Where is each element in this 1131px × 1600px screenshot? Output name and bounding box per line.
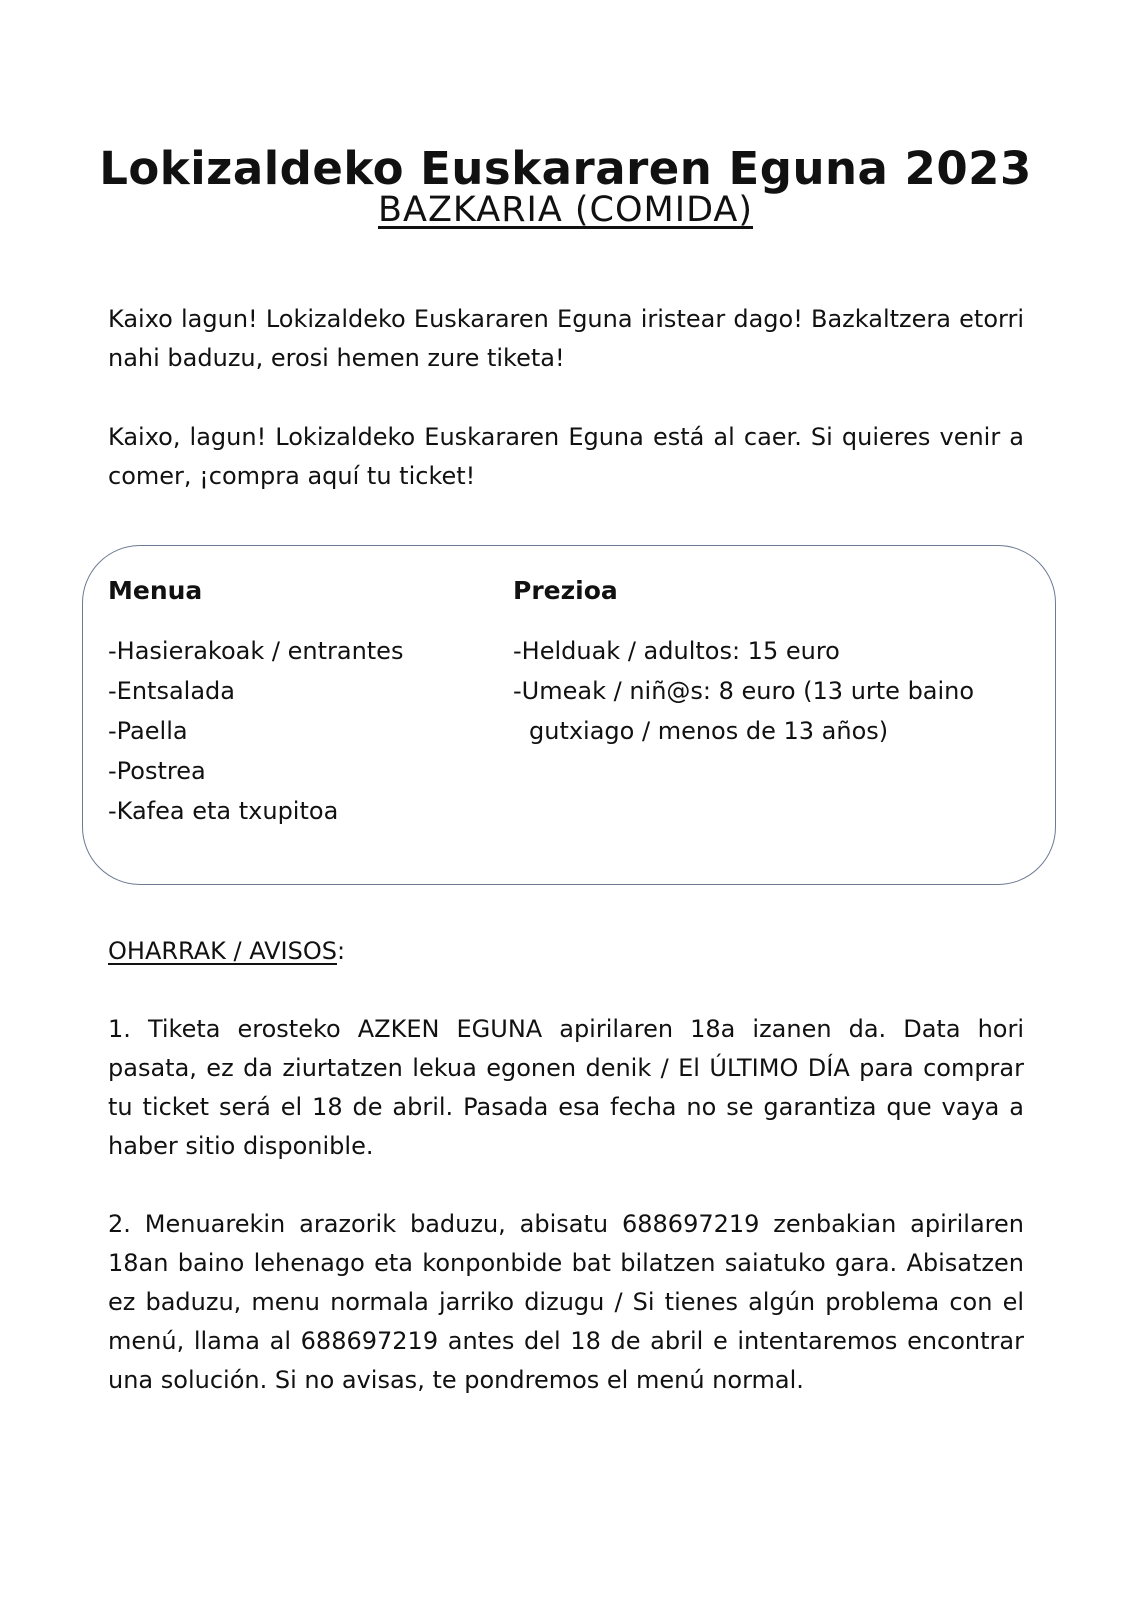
menu-column	[108, 573, 488, 831]
intro-spanish-paragraph: Kaixo, lagun! Lokizaldeko Euskararen Eguna está al caer. Si quieres venir a comer, ¡compra aquí tu ticket!	[108, 423, 1024, 490]
price-item-adults: -Helduak / adultos: 15 euro	[513, 637, 840, 665]
menu-item: -Hasierakoak / entrantes	[108, 637, 404, 665]
menu-price-box	[82, 545, 1056, 885]
menu-item: -Kafea eta txupitoa	[108, 797, 339, 825]
page-title: Lokizaldeko Euskararen Eguna 2023	[99, 142, 1032, 196]
page-subtitle: BAZKARIA (COMIDA)	[377, 190, 753, 230]
note-item: 2. Menuarekin arazorik baduzu, abisatu 688697219 zenbakian apirilaren 18an baino lehenago eta konponbide bat bilatzen saiatuko gara. Abisatzen ez baduzu, menu normala jarriko dizugu / Si tienes algún problema con el menú, llama al 688697219 antes del 18 de abril e intentaremos encontrar una solución. Si no avisas, te pondremos el menú normal.	[108, 1210, 1024, 1394]
menu-item: -Paella	[108, 717, 188, 745]
price-heading: Prezioa	[513, 576, 618, 605]
notes-heading-colon: :	[336, 937, 346, 965]
notes-heading	[108, 933, 345, 969]
menu-item: -Entsalada	[108, 677, 235, 705]
menu-item: -Postrea	[108, 757, 206, 785]
price-list	[513, 631, 1033, 751]
notes-heading-text: OHARRAK / AVISOS	[108, 937, 337, 965]
intro-basque-paragraph: Kaixo lagun! Lokizaldeko Euskararen Eguna iristear dago! Bazkaltzera etorri nahi baduzu, erosi hemen zure tiketa!	[108, 305, 1024, 372]
price-column	[513, 573, 1033, 751]
menu-list	[108, 631, 488, 831]
menu-heading: Menua	[108, 576, 203, 605]
price-item-children: -Umeak / niñ@s: 8 euro (13 urte baino gutxiago / menos de 13 años)	[513, 677, 975, 745]
note-item: 1. Tiketa erosteko AZKEN EGUNA apirilaren 18a izanen da. Data hori pasata, ez da ziurtatzen lekua egonen denik / El ÚLTIMO DÍA para comprar tu ticket será el 18 de abril. Pasada esa fecha no se garantiza que vaya a haber sitio disponible.	[108, 1015, 1024, 1160]
